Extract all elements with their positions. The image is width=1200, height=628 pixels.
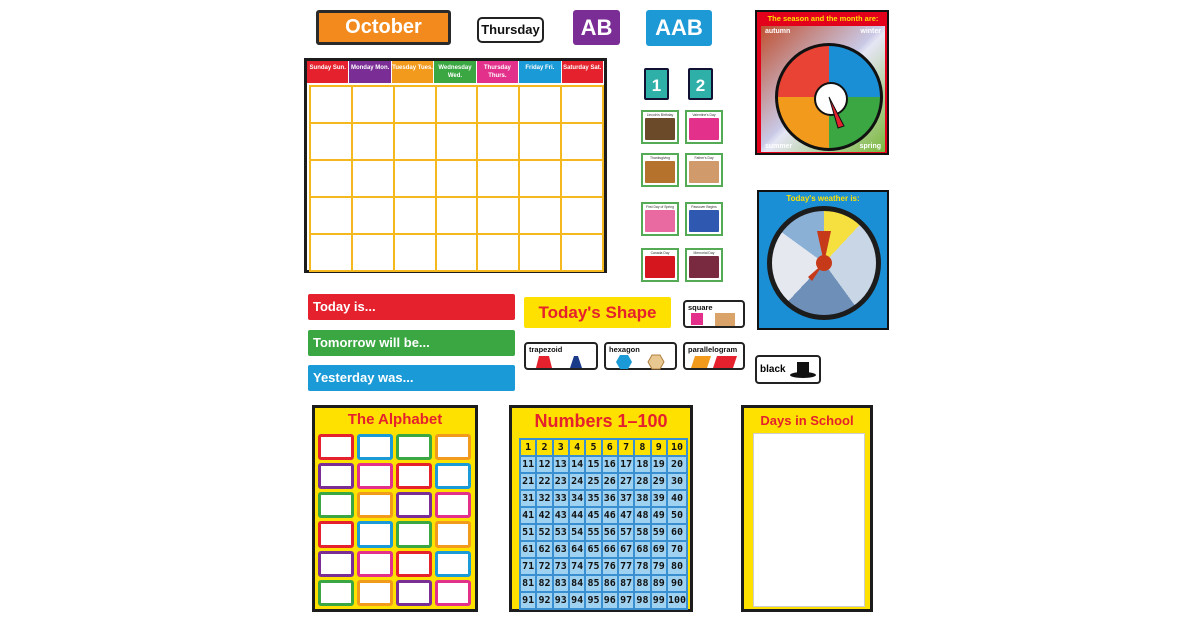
- number-cell: 84: [569, 575, 585, 592]
- alphabet-tile: [357, 463, 393, 489]
- alphabet-tile: [357, 434, 393, 460]
- calendar-cell: [394, 234, 436, 271]
- number-cell: 68: [634, 541, 650, 558]
- calendar-cell: [561, 123, 603, 160]
- number-cell: 94: [569, 592, 585, 609]
- number-cell: 12: [536, 456, 552, 473]
- number-cell: 88: [634, 575, 650, 592]
- calendar-day-header: Tuesday Tues.: [392, 61, 434, 83]
- today-is-strip: Today is...: [308, 294, 515, 320]
- calendar-cell: [519, 86, 561, 123]
- number-cell: 39: [651, 490, 667, 507]
- number-cell: 57: [618, 524, 634, 541]
- alphabet-tile: [318, 492, 354, 518]
- calendar-cell: [519, 160, 561, 197]
- todays-shape-title: Today's Shape: [524, 297, 671, 328]
- tomorrow-strip: Tomorrow will be...: [308, 330, 515, 356]
- holiday-label: Passover Begins: [691, 205, 717, 209]
- number-cell: 58: [634, 524, 650, 541]
- calendar-cell: [561, 197, 603, 234]
- calendar-cell: [310, 160, 352, 197]
- alphabet-tile: [435, 492, 471, 518]
- number-cell: 44: [569, 507, 585, 524]
- number-cell: 91: [520, 592, 536, 609]
- alphabet-tile: [396, 434, 432, 460]
- pattern-ab-card: AB: [573, 10, 620, 45]
- number-cell: 17: [618, 456, 634, 473]
- number-cell: 11: [520, 456, 536, 473]
- holiday-photo: [689, 118, 719, 140]
- number-cell: 97: [618, 592, 634, 609]
- alphabet-tile: [396, 580, 432, 606]
- calendar-cells: [309, 85, 604, 272]
- number-cell: 3: [553, 439, 569, 456]
- days-in-school-chart: [741, 405, 873, 612]
- number-cell: 20: [667, 456, 687, 473]
- holiday-card: [641, 110, 679, 144]
- number-cell: 75: [585, 558, 601, 575]
- alphabet-tile: [357, 492, 393, 518]
- number-cell: 29: [651, 473, 667, 490]
- number-cell: 90: [667, 575, 687, 592]
- number-cell: 14: [569, 456, 585, 473]
- trapezoid-card: [524, 342, 598, 370]
- number-cell: 4: [569, 439, 585, 456]
- calendar-cell: [477, 123, 519, 160]
- number-cell: 34: [569, 490, 585, 507]
- parallelogram-card: [683, 342, 745, 370]
- number-cell: 37: [618, 490, 634, 507]
- number-cell: 71: [520, 558, 536, 575]
- number-cell: 40: [667, 490, 687, 507]
- number-cell: 47: [618, 507, 634, 524]
- season-label-summer: summer: [765, 143, 793, 150]
- alphabet-tile: [318, 580, 354, 606]
- calendar-grid: [304, 58, 607, 273]
- alphabet-tile: [435, 521, 471, 547]
- calendar-cell: [561, 86, 603, 123]
- calendar-cell: [519, 234, 561, 271]
- alphabet-tile: [435, 463, 471, 489]
- calendar-cell: [477, 197, 519, 234]
- number-cell: 59: [651, 524, 667, 541]
- number-cell: 77: [618, 558, 634, 575]
- calendar-day-header: Thursday Thurs.: [477, 61, 519, 83]
- holiday-label: Canada Day: [650, 251, 670, 255]
- calendar-day-header: Sunday Sun.: [307, 61, 349, 83]
- weather-dial-hub: [816, 255, 832, 271]
- holiday-label: Memorial Day: [693, 251, 715, 255]
- alphabet-tile: [318, 521, 354, 547]
- number-cell: 5: [585, 439, 601, 456]
- number-cell: 43: [553, 507, 569, 524]
- holiday-label: Thanksgiving: [650, 156, 670, 160]
- number-card-1: 1: [644, 68, 669, 100]
- pattern-aab-card: AAB: [646, 10, 712, 46]
- trapezoid-label: trapezoid: [529, 345, 563, 354]
- alphabet-tile: [435, 551, 471, 577]
- weather-header: Today's weather is:: [786, 194, 860, 203]
- holiday-photo: [645, 118, 675, 140]
- calendar-cell: [561, 160, 603, 197]
- number-cell: 95: [585, 592, 601, 609]
- calendar-cell: [352, 86, 394, 123]
- calendar-day-header: Wednesday Wed.: [434, 61, 476, 83]
- calendar-cell: [310, 123, 352, 160]
- number-cell: 93: [553, 592, 569, 609]
- holiday-label: Father's Day: [694, 156, 714, 160]
- number-cell: 64: [569, 541, 585, 558]
- holiday-photo: [645, 161, 675, 183]
- calendar-cell: [394, 160, 436, 197]
- number-cell: 86: [602, 575, 618, 592]
- holiday-label: Lincoln's Birthday: [646, 113, 674, 117]
- number-cell: 7: [618, 439, 634, 456]
- holiday-label: First Day of Spring: [645, 205, 675, 209]
- holiday-photo: [645, 210, 675, 232]
- square-shape-icon: [689, 313, 741, 327]
- number-cell: 76: [602, 558, 618, 575]
- number-cell: 27: [618, 473, 634, 490]
- season-label-autumn: autumn: [765, 28, 791, 35]
- number-cell: 99: [651, 592, 667, 609]
- calendar-cell: [310, 197, 352, 234]
- calendar-cell: [352, 197, 394, 234]
- calendar-cell: [394, 197, 436, 234]
- number-cell: 38: [634, 490, 650, 507]
- calendar-day-header: Saturday Sat.: [562, 61, 604, 83]
- calendar-cell: [436, 86, 478, 123]
- calendar-cell: [436, 234, 478, 271]
- calendar-cell: [477, 234, 519, 271]
- holiday-card: [685, 202, 723, 236]
- days-writing-area: [753, 433, 865, 607]
- season-header: The season and the month are:: [767, 14, 879, 23]
- calendar-day-header: Monday Mon.: [349, 61, 391, 83]
- number-cell: 73: [553, 558, 569, 575]
- calendar-header: [307, 61, 604, 83]
- number-cell: 80: [667, 558, 687, 575]
- weather-dial: [767, 206, 881, 320]
- season-pointer-icon: [778, 46, 880, 148]
- weather-wheel-card: [757, 190, 889, 330]
- number-cell: 56: [602, 524, 618, 541]
- holiday-photo: [689, 256, 719, 278]
- number-cell: 9: [651, 439, 667, 456]
- trapezoid-shape-icon: [530, 355, 594, 369]
- number-cell: 21: [520, 473, 536, 490]
- calendar-cell: [436, 197, 478, 234]
- alphabet-tile: [357, 551, 393, 577]
- alphabet-title: The Alphabet: [347, 411, 443, 428]
- calendar-cell: [561, 234, 603, 271]
- number-cell: 78: [634, 558, 650, 575]
- number-cell: 74: [569, 558, 585, 575]
- number-cell: 24: [569, 473, 585, 490]
- parallelogram-shape-icon: [689, 355, 741, 369]
- number-cell: 49: [651, 507, 667, 524]
- number-cell: 87: [618, 575, 634, 592]
- numbers-grid: [519, 438, 688, 610]
- season-dial: [775, 43, 883, 151]
- hexagon-shape-icon: [610, 354, 674, 370]
- calendar-cell: [436, 123, 478, 160]
- number-cell: 65: [585, 541, 601, 558]
- calendar-cell: [519, 197, 561, 234]
- number-cell: 53: [553, 524, 569, 541]
- number-cell: 26: [602, 473, 618, 490]
- season-wheel-card: [755, 10, 889, 155]
- yesterday-strip: Yesterday was...: [308, 365, 515, 391]
- number-cell: 89: [651, 575, 667, 592]
- alphabet-grid: [318, 434, 471, 606]
- days-in-school-title: Days in School: [760, 413, 854, 428]
- number-cell: 33: [553, 490, 569, 507]
- alphabet-tile: [435, 434, 471, 460]
- number-cell: 22: [536, 473, 552, 490]
- calendar-cell: [394, 123, 436, 160]
- number-cell: 41: [520, 507, 536, 524]
- number-cell: 31: [520, 490, 536, 507]
- holiday-card: [641, 153, 679, 187]
- calendar-cell: [436, 160, 478, 197]
- alphabet-tile: [435, 580, 471, 606]
- black-hat-icon: [789, 362, 817, 380]
- color-card-black: [755, 355, 821, 384]
- square-card: [683, 300, 745, 328]
- hexagon-card: [604, 342, 677, 370]
- alphabet-tile: [396, 463, 432, 489]
- number-cell: 85: [585, 575, 601, 592]
- month-card: October: [316, 10, 451, 45]
- number-cell: 60: [667, 524, 687, 541]
- calendar-cell: [310, 234, 352, 271]
- number-cell: 62: [536, 541, 552, 558]
- alphabet-tile: [396, 521, 432, 547]
- calendar-cell: [477, 160, 519, 197]
- square-label: square: [688, 303, 713, 312]
- number-card-2: 2: [688, 68, 713, 100]
- number-cell: 32: [536, 490, 552, 507]
- number-cell: 35: [585, 490, 601, 507]
- alphabet-tile: [396, 492, 432, 518]
- alphabet-tile: [357, 580, 393, 606]
- number-cell: 19: [651, 456, 667, 473]
- number-cell: 45: [585, 507, 601, 524]
- alphabet-tile: [357, 521, 393, 547]
- number-cell: 54: [569, 524, 585, 541]
- number-cell: 92: [536, 592, 552, 609]
- calendar-cell: [352, 234, 394, 271]
- number-cell: 30: [667, 473, 687, 490]
- number-cell: 67: [618, 541, 634, 558]
- number-cell: 81: [520, 575, 536, 592]
- numbers-title: Numbers 1–100: [534, 411, 668, 431]
- calendar-cell: [352, 160, 394, 197]
- number-cell: 50: [667, 507, 687, 524]
- number-cell: 48: [634, 507, 650, 524]
- calendar-cell: [477, 86, 519, 123]
- alphabet-tile: [318, 551, 354, 577]
- alphabet-tile: [318, 463, 354, 489]
- parallelogram-label: parallelogram: [688, 345, 738, 354]
- number-cell: 1: [520, 439, 536, 456]
- weekday-card: Thursday: [477, 17, 544, 43]
- season-label-spring: spring: [859, 143, 881, 150]
- calendar-cell: [394, 86, 436, 123]
- number-cell: 61: [520, 541, 536, 558]
- holiday-card: [641, 248, 679, 282]
- number-cell: 23: [553, 473, 569, 490]
- number-cell: 2: [536, 439, 552, 456]
- color-label: black: [760, 364, 786, 375]
- number-cell: 42: [536, 507, 552, 524]
- holiday-photo: [689, 210, 719, 232]
- number-cell: 100: [667, 592, 687, 609]
- number-cell: 13: [553, 456, 569, 473]
- hexagon-label: hexagon: [609, 345, 640, 354]
- number-cell: 66: [602, 541, 618, 558]
- number-cell: 96: [602, 592, 618, 609]
- number-cell: 36: [602, 490, 618, 507]
- holiday-card: [685, 153, 723, 187]
- holiday-label: Valentine's Day: [692, 113, 716, 117]
- holiday-photo: [689, 161, 719, 183]
- number-cell: 10: [667, 439, 687, 456]
- number-cell: 63: [553, 541, 569, 558]
- number-cell: 25: [585, 473, 601, 490]
- season-label-winter: winter: [860, 28, 881, 35]
- alphabet-tile: [396, 551, 432, 577]
- alphabet-chart: [312, 405, 478, 612]
- number-cell: 18: [634, 456, 650, 473]
- holiday-card: [685, 110, 723, 144]
- holiday-card: [685, 248, 723, 282]
- calendar-cell: [310, 86, 352, 123]
- number-cell: 52: [536, 524, 552, 541]
- holiday-photo: [645, 256, 675, 278]
- number-cell: 46: [602, 507, 618, 524]
- number-cell: 6: [602, 439, 618, 456]
- number-cell: 16: [602, 456, 618, 473]
- number-cell: 8: [634, 439, 650, 456]
- number-cell: 72: [536, 558, 552, 575]
- calendar-cell: [519, 123, 561, 160]
- number-cell: 82: [536, 575, 552, 592]
- season-photo: [761, 26, 885, 152]
- holiday-card: [641, 202, 679, 236]
- number-cell: 28: [634, 473, 650, 490]
- alphabet-tile: [318, 434, 354, 460]
- number-cell: 70: [667, 541, 687, 558]
- number-cell: 79: [651, 558, 667, 575]
- numbers-chart: [509, 405, 693, 612]
- number-cell: 15: [585, 456, 601, 473]
- number-cell: 55: [585, 524, 601, 541]
- number-cell: 51: [520, 524, 536, 541]
- number-cell: 69: [651, 541, 667, 558]
- number-cell: 83: [553, 575, 569, 592]
- number-cell: 98: [634, 592, 650, 609]
- calendar-cell: [352, 123, 394, 160]
- calendar-day-header: Friday Fri.: [519, 61, 561, 83]
